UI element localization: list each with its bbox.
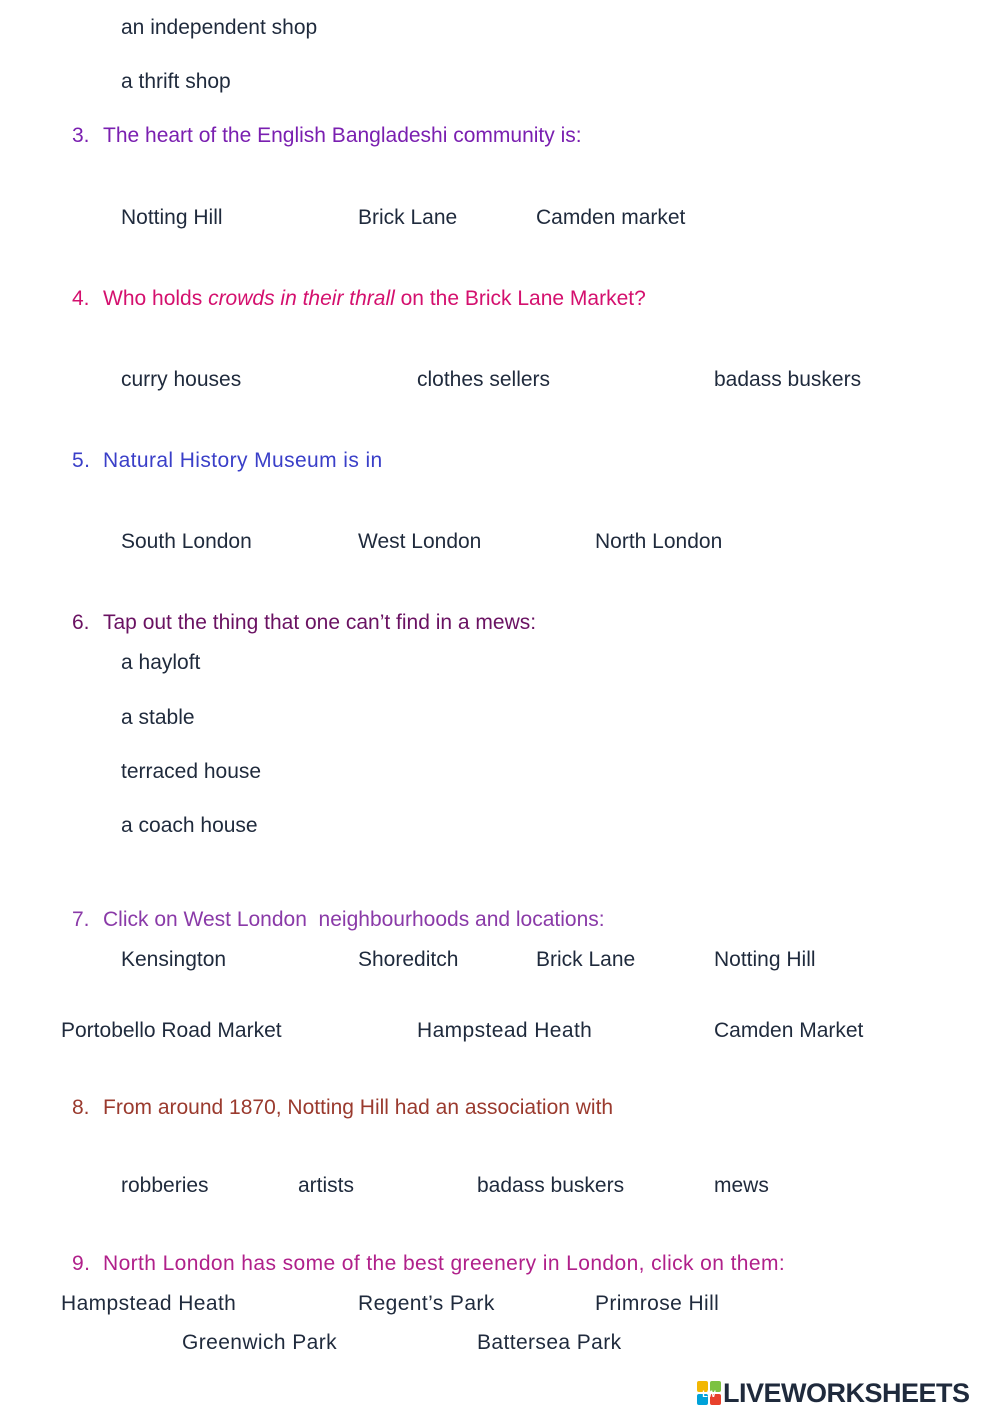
- q8-option-mews[interactable]: mews: [714, 1174, 769, 1197]
- question-number: 5.: [72, 449, 91, 472]
- question-3: [72, 123, 582, 149]
- q6-option-stable[interactable]: a stable: [121, 706, 195, 729]
- question-4: [72, 286, 646, 312]
- q9-option-regents-park[interactable]: Regent’s Park: [358, 1292, 495, 1315]
- q3-option-camden-market[interactable]: Camden market: [536, 206, 686, 229]
- question-number: 8.: [72, 1096, 90, 1119]
- q7-option-brick-lane[interactable]: Brick Lane: [536, 948, 636, 971]
- q5-option-north-london[interactable]: North London: [595, 530, 723, 553]
- question-7: [72, 907, 605, 933]
- q4-option-clothes-sellers[interactable]: clothes sellers: [417, 368, 551, 391]
- question-number: 4.: [72, 287, 90, 310]
- q8-option-badass-buskers[interactable]: badass buskers: [477, 1174, 625, 1197]
- question-text: North London has some of the best greenery in London, click on them:: [103, 1252, 786, 1275]
- q7-option-kensington[interactable]: Kensington: [121, 948, 227, 971]
- q2-option-thrift-shop[interactable]: a thrift shop: [121, 70, 231, 93]
- question-number: 9.: [72, 1252, 91, 1275]
- question-number: 7.: [72, 908, 90, 931]
- q8-option-robberies[interactable]: robberies: [121, 1174, 209, 1197]
- q7-option-shoreditch[interactable]: Shoreditch: [358, 948, 459, 971]
- q7-option-portobello-road-market[interactable]: Portobello Road Market: [61, 1019, 282, 1042]
- question-6: [72, 610, 536, 636]
- question-text: Tap out the thing that one can’t find in a mews:: [103, 611, 537, 634]
- q5-option-west-london[interactable]: West London: [358, 530, 482, 553]
- q6-option-coach-house[interactable]: a coach house: [121, 814, 258, 837]
- question-text: Click on West London neighbourhoods and locations:: [103, 908, 605, 931]
- q8-option-artists[interactable]: artists: [298, 1174, 355, 1197]
- liveworksheets-logo: [697, 1378, 970, 1408]
- q7-option-hampstead-heath[interactable]: Hampstead Heath: [417, 1019, 593, 1042]
- liveworksheets-logo-icon: [697, 1381, 721, 1405]
- question-number: 6.: [72, 611, 90, 634]
- q2-option-independent-shop[interactable]: an independent shop: [121, 16, 318, 39]
- q3-option-notting-hill[interactable]: Notting Hill: [121, 206, 223, 229]
- question-text: Natural History Museum is in: [103, 449, 383, 472]
- question-5: [72, 448, 383, 474]
- q9-option-primrose-hill[interactable]: Primrose Hill: [595, 1292, 720, 1315]
- q6-option-hayloft[interactable]: a hayloft: [121, 651, 201, 674]
- question-text: The heart of the English Bangladeshi community is:: [103, 124, 582, 147]
- question-text-start: Who holds: [103, 287, 209, 310]
- question-text: From around 1870, Notting Hill had an association with: [103, 1096, 614, 1119]
- svg-text:LW: LW: [702, 1389, 716, 1399]
- q7-option-camden-market[interactable]: Camden Market: [714, 1019, 864, 1042]
- q9-option-battersea-park[interactable]: Battersea Park: [477, 1331, 622, 1354]
- q9-option-hampstead-heath[interactable]: Hampstead Heath: [61, 1292, 237, 1315]
- q4-option-badass-buskers[interactable]: badass buskers: [714, 368, 862, 391]
- q7-option-notting-hill[interactable]: Notting Hill: [714, 948, 816, 971]
- q9-option-greenwich-park[interactable]: Greenwich Park: [182, 1331, 337, 1354]
- question-number: 3.: [72, 124, 90, 147]
- question-text-italic: crowds in their thrall: [208, 287, 395, 310]
- q6-option-terraced-house[interactable]: terraced house: [121, 760, 262, 783]
- question-9: [72, 1251, 785, 1277]
- q4-option-curry-houses[interactable]: curry houses: [121, 368, 242, 391]
- question-8: [72, 1095, 613, 1121]
- q5-option-south-london[interactable]: South London: [121, 530, 252, 553]
- q3-option-brick-lane[interactable]: Brick Lane: [358, 206, 458, 229]
- question-text-end: on the Brick Lane Market?: [394, 287, 646, 310]
- liveworksheets-logo-text: LIVEWORKSHEETS: [723, 1377, 970, 1408]
